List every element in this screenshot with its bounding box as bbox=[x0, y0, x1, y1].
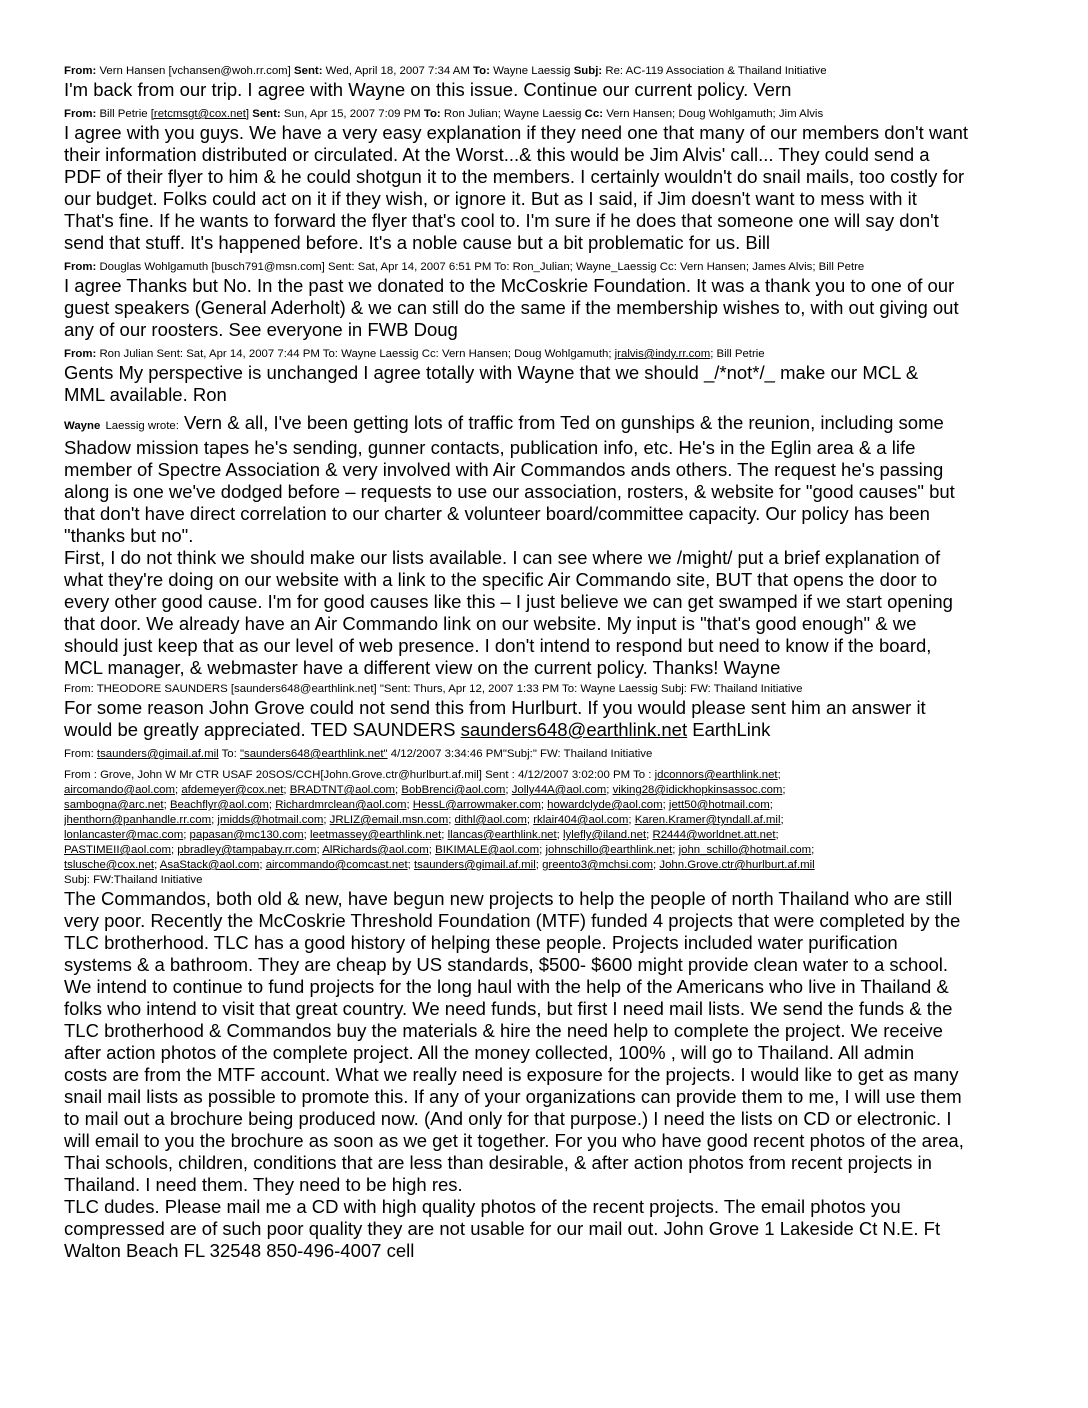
cc-label: Cc: bbox=[584, 108, 604, 120]
from-label: From: bbox=[64, 348, 97, 360]
body-line: every other good cause. I'm for good causes like this – I just believe we can get swamped if we start opening bbox=[64, 591, 953, 612]
body-line: guest speakers (General Aderholt) & we can still do the same if the membership wishes to, with out giving out bbox=[64, 297, 959, 318]
recipient-link[interactable]: BobBrenci@aol.com bbox=[401, 784, 506, 796]
body-line: snail mail lists as possible to promote this. If any of your organizations can provide them to me, I will use them bbox=[64, 1086, 962, 1107]
body-line: that door. We already have an Air Commando link on our website. My input is "that's good enough" & we bbox=[64, 613, 917, 634]
header-value: Douglas Wohlgamuth [busch791@msn.com] Sent: Sat, Apr 14, 2007 6:51 PM To: Ron_Julian; Wayne_Laessig Cc: Vern Hansen; James Alvis; Bill Petre bbox=[99, 261, 865, 273]
body-line: to mail out a brochure being produced now. (And only for that purpose.) I need the lists on CD or electronic. I bbox=[64, 1108, 952, 1129]
header-value: Ron Julian Sent: Sat, Apr 14, 2007 7:44 PM To: Wayne Laessig Cc: Vern Hansen; Doug Wohlgamuth; bbox=[99, 348, 612, 360]
body-line: what they're doing on our website with a link to the specific Air Commando site, BUT that opens the door to bbox=[64, 569, 938, 590]
recipient-row: tslusche@cox.net; AsaStack@aol.com; aircommando@comcast.net; tsaunders@gimail.af.mil; greento3@mchsi.com; John.Grove.ctr@hurlburt.af.mil bbox=[64, 859, 815, 871]
to-value: Wayne Laessig bbox=[493, 65, 571, 77]
to-label: To: bbox=[423, 108, 441, 120]
recipient-link[interactable]: rklair404@aol.com bbox=[533, 814, 629, 826]
email-header-douglas bbox=[64, 260, 1024, 275]
lead-rest: Laessig wrote: bbox=[105, 420, 179, 432]
body-line bbox=[64, 719, 1024, 741]
recipient-link[interactable]: aircommando@comcast.net bbox=[265, 859, 408, 871]
recipient-link[interactable]: HessL@arrowmaker.com bbox=[412, 799, 541, 811]
recipient-link[interactable]: R2444@worldnet.att.net bbox=[652, 829, 776, 841]
lead-name: Wayne bbox=[64, 420, 101, 432]
header-value: 4/12/2007 3:34:46 PM"Subj:" FW: Thailand Initiative bbox=[390, 748, 653, 760]
header-tail: ; Bill Petrie bbox=[710, 348, 765, 360]
subject-line: Subj: FW:Thailand Initiative bbox=[64, 874, 203, 886]
body-line: I agree with you guys. We have a very easy explanation if they need one that many of our members don't want bbox=[64, 122, 969, 143]
body-line: should just keep that as our level of web presence. I don't intend to respond but need to know if the board, bbox=[64, 635, 932, 656]
email-link[interactable]: saunders648@earthlink.net bbox=[460, 719, 688, 740]
recipient-row: aircomando@aol.com; afdemeyer@cox.net; BRADTNT@aol.com; BobBrenci@aol.com; Jolly44A@aol.com; viking28@idickhopkinsassoc.com; bbox=[64, 784, 786, 796]
body-line: I agree Thanks but No. In the past we donated to the McCoskrie Foundation. It was a thank you to one of our bbox=[64, 275, 955, 296]
body-line: That's fine. If he wants to forward the flyer that's cool to. I'm sure if he does that someone one will say don't bbox=[64, 210, 939, 231]
email-thread bbox=[64, 64, 1024, 1262]
body-line: costs are from the MTF account. What we really need is exposure for the projects. I would like to get as many bbox=[64, 1064, 959, 1085]
from-label: From: bbox=[64, 108, 97, 120]
email-header-ron bbox=[64, 347, 1024, 362]
recipient-link[interactable]: John.Grove.ctr@hurlburt.af.mil bbox=[659, 859, 815, 871]
recipient-link[interactable]: JRLIZ@email.msn.com bbox=[329, 814, 449, 826]
body-line: Gents My perspective is unchanged I agree totally with Wayne that we should _/*not*/_ make our MCL & bbox=[64, 362, 919, 383]
recipient-link[interactable]: PASTIMEII@aol.com bbox=[64, 844, 171, 856]
sent-label: Sent: bbox=[252, 108, 281, 120]
recipient-row: PASTIMEII@aol.com; pbradley@tampabay.rr.com; AlRichards@aol.com; BIKIMALE@aol.com; johnschillo@earthlink.net; john_schillo@hotmail.com; bbox=[64, 844, 815, 856]
body-line: First, I do not think we should make our lists available. I can see where we /might/ put a brief explanation of bbox=[64, 547, 941, 568]
body-line: MCL manager, & webmaster have a different view on the current policy. Thanks! Wayne bbox=[64, 657, 781, 678]
body-line: I'm back from our trip. I agree with Wayne on this issue. Continue our current policy. Vern bbox=[64, 79, 792, 100]
recipient-link[interactable]: tsaunders@gimail.af.mil bbox=[414, 859, 536, 871]
to-label: To: bbox=[221, 748, 237, 760]
recipient-link[interactable]: jmidds@hotmail.com bbox=[217, 814, 324, 826]
body-line: after action photos of the complete project. All the money collected, 100% , will go to Thailand. All admin bbox=[64, 1042, 915, 1063]
subj-value: Re: AC-119 Association & Thailand Initiative bbox=[605, 65, 827, 77]
body-line: Thai schools, children, conditions that are less than desirable, & after action photos from recent projects in bbox=[64, 1152, 932, 1173]
recipient-link[interactable]: lonlancaster@mac.com bbox=[64, 829, 184, 841]
email-link[interactable]: jralvis@indy.rr.com bbox=[614, 348, 711, 360]
email-header-bill bbox=[64, 107, 1024, 122]
recipient-link[interactable]: llancas@earthlink.net bbox=[447, 829, 557, 841]
recipient-link[interactable]: pbradley@tampabay.rr.com bbox=[177, 844, 317, 856]
recipient-link[interactable]: jdconnors@earthlink.net bbox=[654, 769, 778, 781]
body-line: systems & a bathroom. They are cheap by US standards, $500- $600 might provide clean water to a school. bbox=[64, 954, 949, 975]
body-text: would be greatly appreciated. TED SAUNDERS bbox=[64, 719, 461, 740]
email-body-grove bbox=[64, 888, 1024, 1262]
body-text: EarthLink bbox=[687, 719, 771, 740]
email-header-vern bbox=[64, 64, 1024, 79]
recipient-link[interactable]: aircomando@aol.com bbox=[64, 784, 175, 796]
recipient-row: lonlancaster@mac.com; papasan@mc130.com; leetmassey@earthlink.net; llancas@earthlink.net; lylefly@iland.net; R2444@worldnet.att.net; bbox=[64, 829, 779, 841]
recipient-link[interactable]: tslusche@cox.net bbox=[64, 859, 155, 871]
body-line: "thanks but no". bbox=[64, 525, 194, 546]
body-line: send that stuff. It's happened before. It's a noble cause but a bit problematic for us. Bill bbox=[64, 232, 771, 253]
body-text: Vern & all, I've been getting lots of traffic from Ted on gunships & the reunion, including some bbox=[184, 412, 944, 433]
recipient-row: sambogna@arc.net; Beachflyr@aol.com; Richardmrclean@aol.com; HessL@arrowmaker.com; howardclyde@aol.com; jett50@hotmail.com; bbox=[64, 799, 773, 811]
from-label: From: bbox=[64, 261, 97, 273]
sent-value: Sun, Apr 15, 2007 7:09 PM bbox=[283, 108, 421, 120]
recipient-row: jhenthorn@panhandle.rr.com; jmidds@hotmail.com; JRLIZ@email.msn.com; dithl@aol.com; rklair404@aol.com; Karen.Kramer@tyndall.af.mil; bbox=[64, 814, 784, 826]
email-body-theodore bbox=[64, 697, 1024, 741]
body-line: Walton Beach FL 32548 850-496-4007 cell bbox=[64, 1240, 415, 1261]
recipient-link[interactable]: AlRichards@aol.com bbox=[322, 844, 429, 856]
recipient-link[interactable]: johnschillo@earthlink.net bbox=[545, 844, 673, 856]
from-value: Bill Petrie bbox=[99, 108, 148, 120]
to-value: Ron Julian; Wayne Laessig bbox=[443, 108, 582, 120]
recipient-link[interactable]: Richardmrclean@aol.com bbox=[275, 799, 407, 811]
body-line: their information distributed or circulated. At the Worst...& this would be Jim Alvis' call... They could send a bbox=[64, 144, 930, 165]
recipient-link[interactable]: dithl@aol.com bbox=[454, 814, 527, 826]
email-body-ron bbox=[64, 362, 1024, 406]
sent-label: Sent: bbox=[294, 65, 323, 77]
sent-value: Wed, April 18, 2007 7:34 AM bbox=[325, 65, 470, 77]
recipient-link[interactable]: BIKIMALE@aol.com bbox=[435, 844, 540, 856]
recipient-link[interactable]: jett50@hotmail.com bbox=[668, 799, 770, 811]
body-line: very poor. Recently the McCoskrie Threshold Foundation (MTF) funded 4 projects that were completed by the bbox=[64, 910, 961, 931]
recipient-link[interactable]: leetmassey@earthlink.net bbox=[310, 829, 442, 841]
recipient-link[interactable]: viking28@idickhopkinsassoc.com bbox=[612, 784, 783, 796]
email-body-wayne bbox=[64, 412, 1024, 679]
body-line: PDF of their flyer to him & he could shotgun it to the members. I certainly wouldn't do snail mails, too costly for bbox=[64, 166, 965, 187]
recipient-list bbox=[64, 783, 1024, 873]
recipient-link[interactable]: AsaStack@aol.com bbox=[159, 859, 260, 871]
body-line: TLC dudes. Please mail me a CD with high quality photos of the recent projects. The email photos you bbox=[64, 1196, 901, 1217]
body-line: member of Spectre Association & very involved with Air Commandos ands others. The request he's passing bbox=[64, 459, 944, 480]
body-line: that don't have direct correlation to our charter & volunteer board/committee capacity. Our policy has been bbox=[64, 503, 930, 524]
email-header-theodore bbox=[64, 682, 1024, 697]
to-label: To: bbox=[473, 65, 490, 77]
recipient-link[interactable]: afdemeyer@cox.net bbox=[181, 784, 284, 796]
body-line: any of our roosters. See everyone in FWB Doug bbox=[64, 319, 458, 340]
email-header-grove: From : Grove, John W Mr CTR USAF 20SOS/CCH[John.Grove.ctr@hurlburt.af.mil] Sent : 4/12/2007 3:02:00 PM To : jdconnors@earthlink.net; bbox=[64, 769, 781, 781]
body-line: along is one we've dodged before – requests to use our association, rosters, & website for "good causes" but bbox=[64, 481, 955, 502]
body-line: MML available. Ron bbox=[64, 384, 227, 405]
body-line: Shadow mission tapes he's sending, gunner contacts, publication info, etc. He's in the Eglin area & a life bbox=[64, 437, 916, 458]
body-line: Thailand. I need them. They need to be high res. bbox=[64, 1174, 463, 1195]
from-email-link[interactable]: [retcmsgt@cox.net] bbox=[150, 108, 250, 120]
body-line: TLC brotherhood & Commandos buy the materials & hire the need help to complete the project. We receive bbox=[64, 1020, 943, 1041]
body-line: compressed are of such poor quality they are not usable for our mail out. John Grove 1 Lakeside Ct N.E. Ft bbox=[64, 1218, 941, 1239]
recipient-link[interactable]: sambogna@arc.net bbox=[64, 799, 164, 811]
from-email-link[interactable]: tsaunders@gimail.af.mil bbox=[96, 748, 219, 760]
email-body-douglas bbox=[64, 275, 1024, 341]
recipient-link[interactable]: john_schillo@hotmail.com bbox=[678, 844, 812, 856]
from-label: From: bbox=[64, 65, 97, 77]
from-label: From: bbox=[64, 748, 94, 760]
body-line: For some reason John Grove could not send this from Hurlburt. If you would please sent him an answer it bbox=[64, 697, 926, 718]
body-line: will email to you the brochure as soon as we get it together. For you who have good recent photos of the area, bbox=[64, 1130, 964, 1151]
recipient-link[interactable]: Beachflyr@aol.com bbox=[169, 799, 269, 811]
recipient-link[interactable]: papasan@mc130.com bbox=[189, 829, 304, 841]
email-body-bill bbox=[64, 122, 1024, 254]
body-line: folks who intend to visit that great country. We need funds, but first I need mail lists. We send the funds & the bbox=[64, 998, 953, 1019]
recipient-link[interactable]: jhenthorn@panhandle.rr.com bbox=[64, 814, 212, 826]
body-line: TLC brotherhood. TLC has a good history of helping these people. Projects included water purification bbox=[64, 932, 898, 953]
recipient-link[interactable]: Karen.Kramer@tyndall.af.mil bbox=[634, 814, 781, 826]
email-header-tsaunders bbox=[64, 747, 1024, 762]
recipient-link[interactable]: lylefly@iland.net bbox=[563, 829, 647, 841]
recipient-link[interactable]: howardclyde@aol.com bbox=[547, 799, 663, 811]
recipient-link[interactable]: Jolly44A@aol.com bbox=[511, 784, 607, 796]
header-value: From: THEODORE SAUNDERS [saunders648@earthlink.net] "Sent: Thurs, Apr 12, 2007 1:33 PM To: Wayne Laessig Subj: FW: Thailand Initiative bbox=[64, 683, 803, 695]
recipient-link[interactable]: BRADTNT@aol.com bbox=[289, 784, 396, 796]
body-line: our budget. Folks could act on it if they wish, or ignore it. But as I said, if Jim doesn't want to mess with it bbox=[64, 188, 917, 209]
body-line: We intend to continue to fund projects for the long haul with the help of the Americans who live in Thailand & bbox=[64, 976, 949, 997]
recipient-link[interactable]: greento3@mchsi.com bbox=[542, 859, 654, 871]
cc-value: Vern Hansen; Doug Wohlgamuth; Jim Alvis bbox=[606, 108, 824, 120]
body-line: The Commandos, both old & new, have begun new projects to help the people of north Thailand who are still bbox=[64, 888, 953, 909]
body-line bbox=[64, 412, 1024, 437]
to-email-link[interactable]: "saunders648@earthlink.net" bbox=[239, 748, 388, 760]
subj-label: Subj: bbox=[573, 65, 603, 77]
email-body-vern bbox=[64, 79, 1024, 101]
header-value: From : Grove, John W Mr CTR USAF 20SOS/CCH[John.Grove.ctr@hurlburt.af.mil] Sent : 4/12/2007 3:02:00 PM To : bbox=[64, 769, 655, 781]
from-value: Vern Hansen [vchansen@woh.rr.com] bbox=[99, 65, 291, 77]
